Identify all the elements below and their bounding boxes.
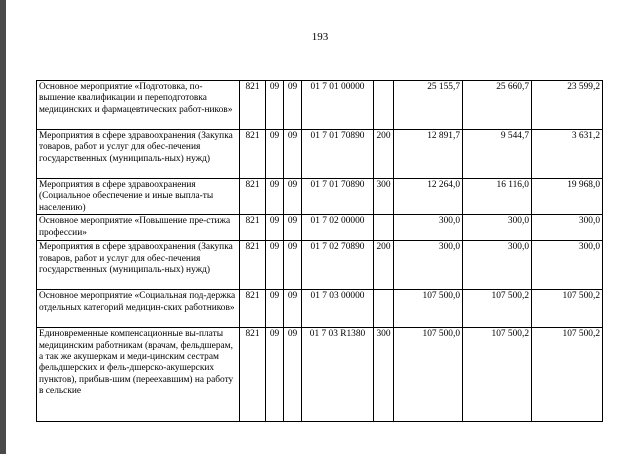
cell-expense-type: 200 — [374, 130, 394, 179]
cell-amount-1: 300,0 — [394, 241, 463, 290]
cell-amount-3: 300,0 — [532, 215, 603, 241]
cell-section: 09 — [266, 290, 284, 328]
table-body — [37, 81, 603, 422]
cell-amount-1: 12 264,0 — [394, 179, 463, 215]
cell-amount-1: 12 891,7 — [394, 130, 463, 179]
cell-grbs: 821 — [240, 290, 266, 328]
cell-grbs: 821 — [240, 241, 266, 290]
cell-expense-type — [374, 215, 394, 241]
cell-grbs: 821 — [240, 179, 266, 215]
table-row — [37, 81, 603, 130]
cell-subsection: 09 — [284, 241, 302, 290]
cell-amount-3: 107 500,2 — [532, 328, 603, 422]
cell-grbs: 821 — [240, 81, 266, 130]
cell-subsection: 09 — [284, 130, 302, 179]
cell-amount-3: 23 599,2 — [532, 81, 603, 130]
cell-name: Мероприятия в сфере здравоохранения (Закупка товаров, работ и услуг для обес-печения государственных (муниципаль-ных) нужд) — [37, 241, 240, 290]
table-row — [37, 328, 603, 422]
cell-target-article: 01 7 02 70890 — [302, 241, 374, 290]
table-row — [37, 241, 603, 290]
table-row — [37, 130, 603, 179]
cell-target-article: 01 7 01 00000 — [302, 81, 374, 130]
cell-amount-2: 107 500,2 — [463, 328, 532, 422]
cell-amount-2: 107 500,2 — [463, 290, 532, 328]
cell-subsection: 09 — [284, 215, 302, 241]
cell-amount-2: 300,0 — [463, 215, 532, 241]
scan-edge-shadow — [0, 0, 6, 454]
cell-amount-3: 3 631,2 — [532, 130, 603, 179]
cell-name: Основное мероприятие «Подготовка, по-вышение квалификации и переподготовка медицинских и фармацевтических работ-ников» — [37, 81, 240, 130]
cell-section: 09 — [266, 215, 284, 241]
cell-section: 09 — [266, 81, 284, 130]
cell-section: 09 — [266, 241, 284, 290]
cell-grbs: 821 — [240, 215, 266, 241]
cell-target-article: 01 7 03 R1380 — [302, 328, 374, 422]
cell-amount-2: 25 660,7 — [463, 81, 532, 130]
cell-section: 09 — [266, 130, 284, 179]
cell-target-article: 01 7 01 70890 — [302, 130, 374, 179]
cell-amount-1: 25 155,7 — [394, 81, 463, 130]
budget-table — [36, 80, 603, 422]
cell-name: Основное мероприятие «Социальная под-держка отдельных категорий медицин-ских работников» — [37, 290, 240, 328]
cell-name: Мероприятия в сфере здравоохранения (Закупка товаров, работ и услуг для обес-печения государственных (муниципаль-ных) нужд) — [37, 130, 240, 179]
cell-subsection: 09 — [284, 328, 302, 422]
cell-grbs: 821 — [240, 130, 266, 179]
cell-section: 09 — [266, 328, 284, 422]
cell-amount-3: 107 500,2 — [532, 290, 603, 328]
cell-amount-3: 19 968,0 — [532, 179, 603, 215]
cell-section: 09 — [266, 179, 284, 215]
cell-amount-2: 300,0 — [463, 241, 532, 290]
cell-amount-1: 300,0 — [394, 215, 463, 241]
cell-name: Основное мероприятие «Повышение пре-стижа профессии» — [37, 215, 240, 241]
cell-amount-2: 16 116,0 — [463, 179, 532, 215]
cell-subsection: 09 — [284, 81, 302, 130]
cell-name: Мероприятия в сфере здравоохранения (Социальное обеспечение и иные выпла-ты населению) — [37, 179, 240, 215]
cell-expense-type: 300 — [374, 328, 394, 422]
cell-expense-type: 200 — [374, 241, 394, 290]
table-row — [37, 179, 603, 215]
cell-amount-2: 9 544,7 — [463, 130, 532, 179]
cell-expense-type — [374, 81, 394, 130]
cell-amount-3: 300,0 — [532, 241, 603, 290]
cell-expense-type — [374, 290, 394, 328]
cell-target-article: 01 7 02 00000 — [302, 215, 374, 241]
table-row — [37, 215, 603, 241]
cell-grbs: 821 — [240, 328, 266, 422]
cell-amount-1: 107 500,0 — [394, 290, 463, 328]
cell-target-article: 01 7 01 70890 — [302, 179, 374, 215]
table-row — [37, 290, 603, 328]
page-number: 193 — [311, 31, 329, 43]
cell-subsection: 09 — [284, 290, 302, 328]
cell-expense-type: 300 — [374, 179, 394, 215]
cell-amount-1: 107 500,0 — [394, 328, 463, 422]
cell-target-article: 01 7 03 00000 — [302, 290, 374, 328]
cell-name: Единовременные компенсационные вы-платы медицинским работникам (врачам, фельдшерам, а так же акушеркам и меди-цинским сестрам фельдшерских и фель-дшерско-акушерских пунктов), прибыв-шим (переехавшим) на работу в сельские — [37, 328, 240, 422]
cell-subsection: 09 — [284, 179, 302, 215]
